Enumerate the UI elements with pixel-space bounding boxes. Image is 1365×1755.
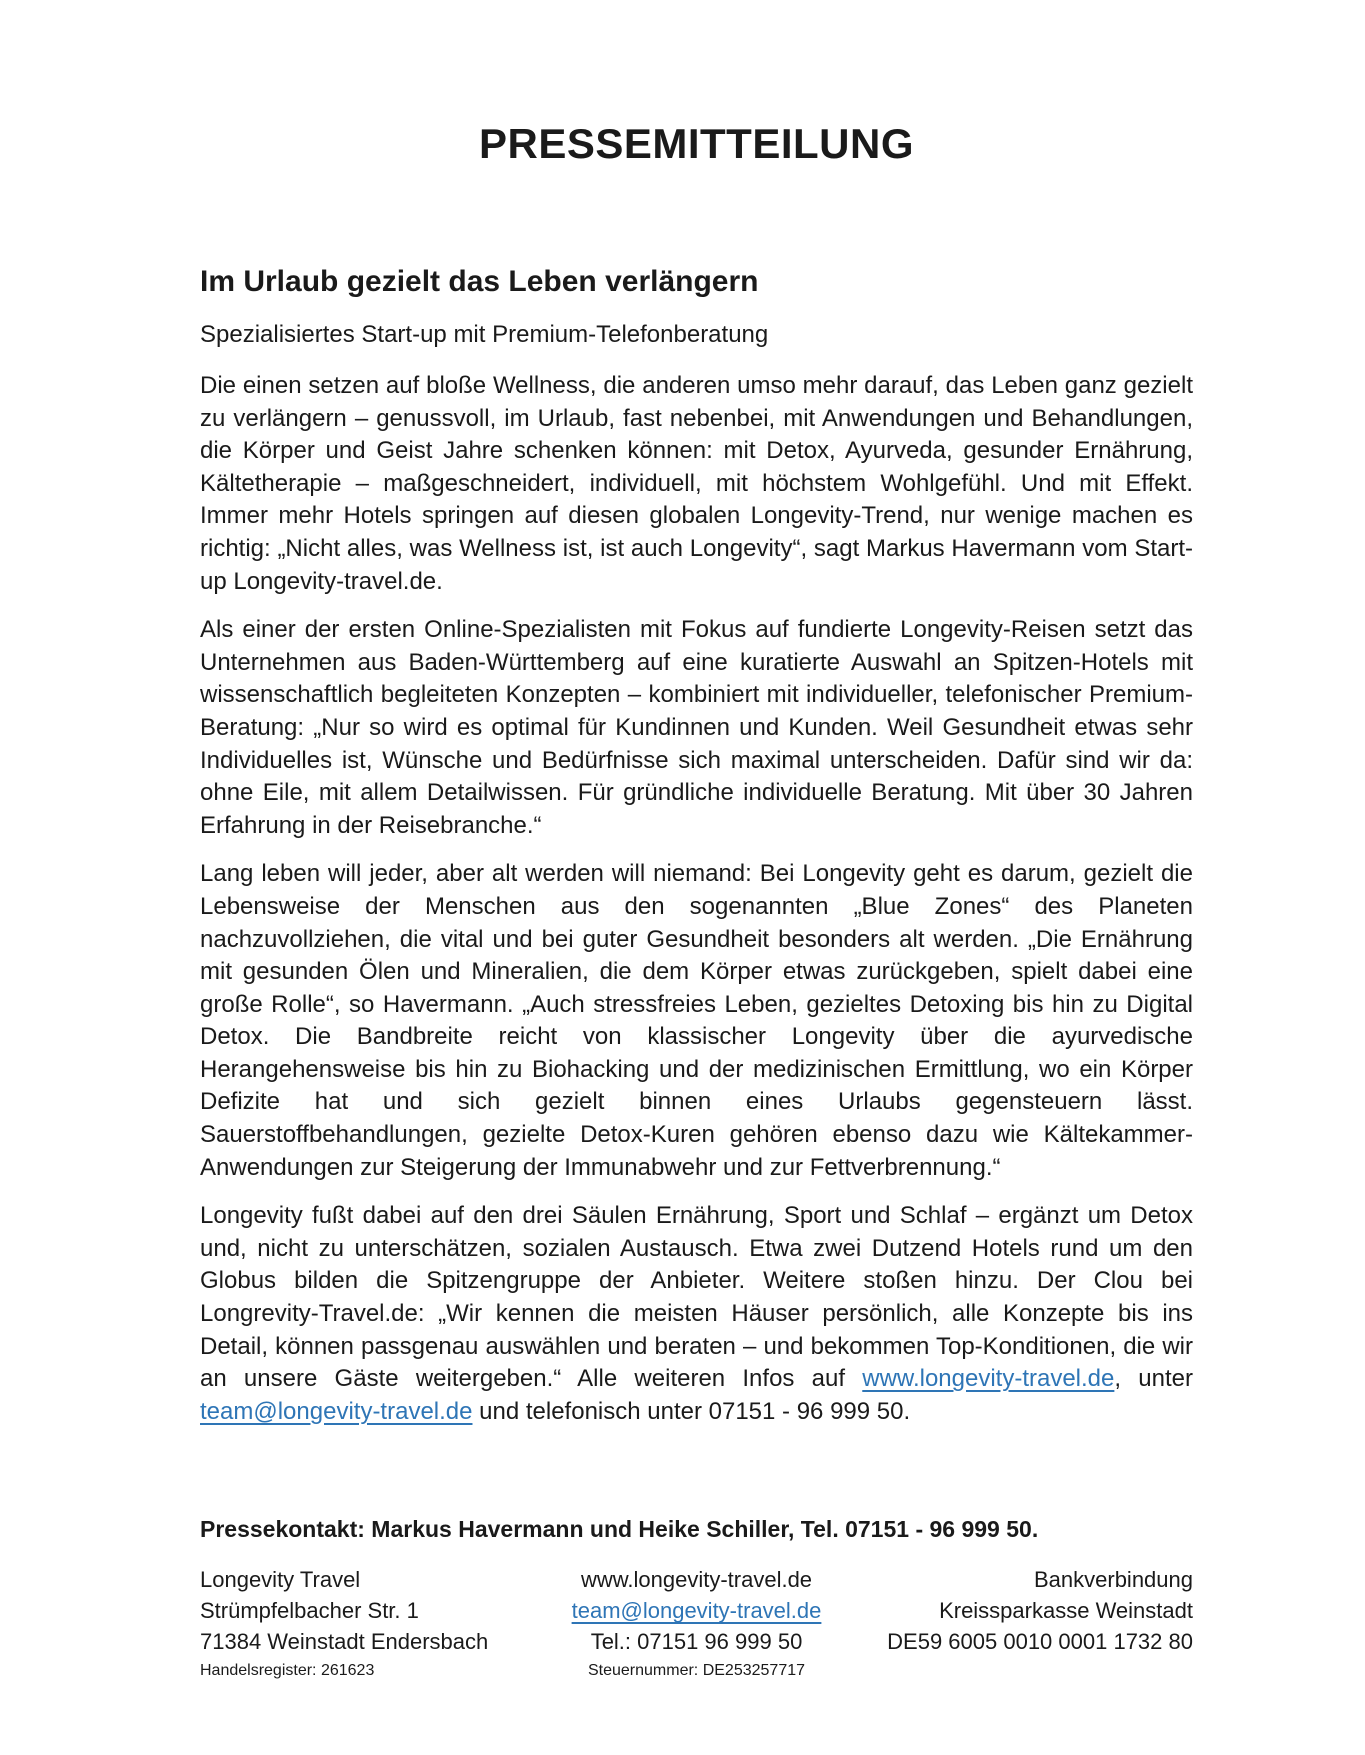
- article-headline: Im Urlaub gezielt das Leben verlängern: [200, 265, 759, 298]
- footer: [200, 1564, 1193, 1681]
- bank-label: Bankverbindung: [1033, 1567, 1193, 1593]
- body-paragraph-3: Lang leben will jeder, aber alt werden will niemand: Bei Longevity geht es darum, gezielt die Lebensweise der Menschen aus den sogenannten „Blue Zones“ des Planeten nachzuvollziehen, die vital und bei guter Gesundheit besonders alt werden. „Die Ernährung mit gesunden Ölen und Mineralien, die dem Körper etwas zurückgeben, spielt dabei eine große Rolle“, so Havermann. „Auch stressfreies Leben, gezieltes Detoxing bis hin zu Digital Detox. Die Bandbreite reicht von klassischer Longevity über die ayurvedische Herangehensweise bis hin zu Biohacking und der medizinischen Ermittlung, wo ein Körper Defizite hat und sich gezielt binnen eines Urlaubs gegensteuern lässt. Sauerstoffbehandlungen, gezielte Detox-Kuren gehören ebenso dazu wie Kältekammer-Anwendungen zur Steigerung der Immunabwehr und zur Fettverbrennung.“: [200, 860, 1193, 1181]
- footer-website: www.longevity-travel.de: [580, 1567, 813, 1593]
- website-link[interactable]: www.longevity-travel.de: [862, 1365, 1115, 1393]
- document-title: PRESSEMITTEILUNG: [478, 120, 915, 167]
- footer-phone: Tel.: 07151 96 999 50: [590, 1629, 803, 1655]
- bank-name: Kreissparkasse Weinstadt: [939, 1598, 1193, 1624]
- body-paragraph-2: Als einer der ersten Online-Spezialisten mit Fokus auf fundierte Longevity-Reisen setzt das Unternehmen aus Baden-Württemberg auf eine kuratierte Auswahl an Spitzen-Hotels mit wissenschaftlich begleiteten Konzepten – kombiniert mit individueller, telefonischer Premium-Beratung: „Nur so wird es optimal für Kundinnen und Kunden. Weil Gesundheit etwas sehr Individuelles ist, Wünsche und Bedürfnisse sich maximal unterscheiden. Dafür sind wir da: ohne Eile, mit allem Detailwissen. Für gründliche individuelle Beratung. Mit über 30 Jahren Erfahrung in der Reisebranche.“: [200, 616, 1193, 839]
- closing-text-between-links: , unter: [1114, 1365, 1193, 1393]
- footer-email-row: [531, 1595, 862, 1626]
- body-paragraph-1: Die einen setzen auf bloße Wellness, die anderen umso mehr darauf, das Leben ganz gezielt zu verlängern – genussvoll, im Urlaub, fast nebenbei, mit Anwendungen und Behandlungen, die Körper und Geist Jahre schenken können: mit Detox, Ayurveda, gesunder Ernährung, Kältetherapie – maßgeschneidert, individuell, mit höchstem Wohlgefühl. Und mit Effekt. Immer mehr Hotels springen auf diesen globalen Longevity-Trend, nur wenige machen es richtig: „Nicht alles, was Wellness ist, ist auch Longevity“, sagt Markus Havermann vom Start-up Longevity-travel.de.: [200, 372, 1193, 595]
- press-contact-line: Pressekontakt: Markus Havermann und Heike Schiller, Tel. 07151 - 96 999 50.: [200, 1516, 1039, 1543]
- closing-text-before-links: Longevity fußt dabei auf den drei Säulen Ernährung, Sport und Schlaf – ergänzt um Detox und, nicht zu unterschätzen, sozialen Austausch. Etwa zwei Dutzend Hotels rund um den Globus bilden die Spitzengruppe der Anbieter. Weitere stoßen hinzu. Der Clou bei Longrevity-Travel.de: „Wir kennen die meisten Häuser persönlich, alle Konzepte bis ins Detail, können passgenau auswählen und beraten – und bekommen Top-Konditionen, die wir an unsere Gäste weitergeben.“ Alle weiteren Infos auf: [200, 1202, 1193, 1393]
- footer-company-column: [200, 1564, 531, 1681]
- company-name: Longevity Travel: [200, 1567, 361, 1593]
- footer-email-link[interactable]: team@longevity-travel.de: [571, 1598, 822, 1624]
- bank-iban: DE59 6005 0010 0001 1732 80: [887, 1629, 1193, 1655]
- closing-text-after-links: und telefonisch unter 07151 - 96 999 50.: [472, 1397, 911, 1425]
- footer-tax-id: Steuernummer: DE253257717: [587, 1662, 806, 1680]
- company-street: Strümpfelbacher Str. 1: [200, 1598, 419, 1624]
- footer-contact-column: [531, 1564, 862, 1681]
- footer-bank-column: [862, 1564, 1193, 1681]
- company-register: Handelsregister: 261623: [200, 1662, 375, 1680]
- body-paragraph-4: [200, 1200, 1193, 1428]
- company-city: 71384 Weinstadt Endersbach: [200, 1629, 489, 1655]
- article-subheadline: Spezialisiertes Start-up mit Premium-Telefonberatung: [200, 321, 769, 348]
- email-link[interactable]: team@longevity-travel.de: [200, 1397, 473, 1425]
